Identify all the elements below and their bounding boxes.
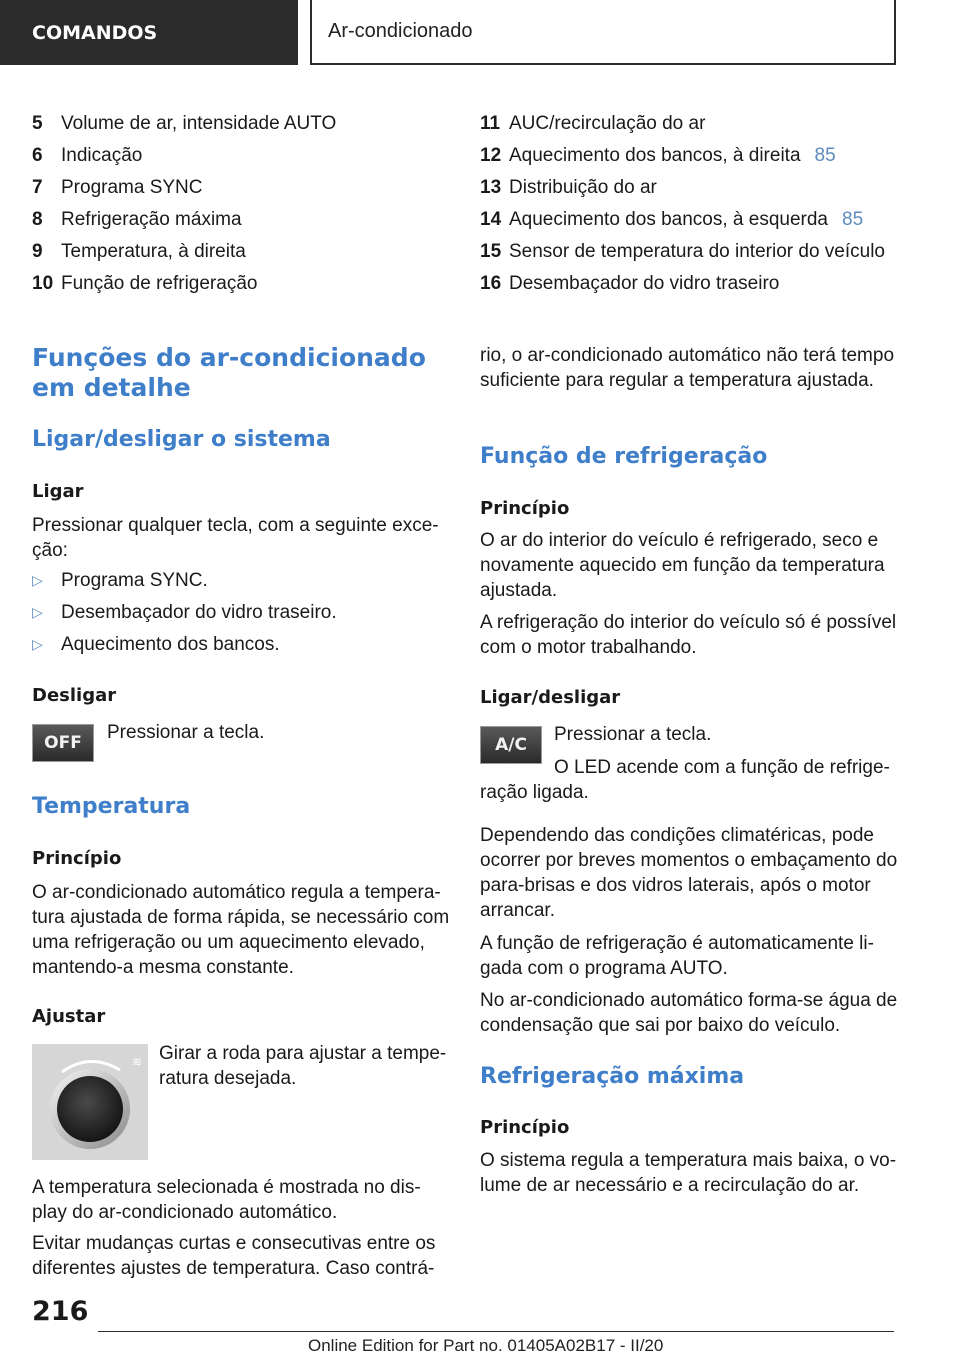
- legend-number: 11: [480, 113, 501, 134]
- page-number: 216: [32, 1296, 89, 1327]
- legend-text: Desembaçador do vidro traseiro: [509, 273, 780, 294]
- subsection-heading: Ligar/desligar o sistema: [32, 427, 331, 452]
- body-text: Pressionar qualquer tecla, com a seguinte exce-ção:: [32, 515, 439, 561]
- legend-right: [480, 108, 920, 300]
- legend-text: Refrigeração máxima: [61, 209, 242, 230]
- svg-text:≋: ≋: [132, 1055, 143, 1069]
- body-text: O ar-condicionado automático regula a tempera-tura ajustada de forma rápida, se necessário com uma refrigeração ou um aquecimento elevado, mantendo-a mesma constante.: [32, 882, 450, 978]
- legend-number: 7: [32, 177, 43, 198]
- list-item-text: Aquecimento dos bancos.: [61, 634, 280, 655]
- triangle-bullet-icon: ▷: [32, 636, 43, 652]
- legend-item: [32, 140, 472, 172]
- list-item: [32, 600, 452, 625]
- page-reference-link[interactable]: 85: [814, 145, 836, 166]
- triangle-bullet-icon: ▷: [32, 572, 43, 588]
- legend-number: 13: [480, 177, 502, 198]
- legend-text: Sensor de temperatura do interior do veículo: [509, 241, 885, 262]
- body-text: O sistema regula a temperatura mais baixa, o vo-lume de ar necessário e a recirculação do ar.: [480, 1150, 897, 1196]
- bullet-list: [32, 568, 452, 657]
- body-text: rio, o ar-condicionado automático não terá tempo suficiente para regular a temperatura ajustada.: [480, 345, 895, 391]
- legend-item: [480, 236, 920, 268]
- legend-item: [480, 108, 920, 140]
- section-tab: [0, 0, 298, 65]
- footer-divider: [98, 1331, 894, 1332]
- legend-text: Volume de ar, intensidade AUTO: [61, 113, 337, 134]
- legend-item: [32, 108, 472, 140]
- subsection-heading: Função de refrigeração: [480, 444, 768, 469]
- legend-number: 5: [32, 113, 43, 134]
- legend-number: 12: [480, 145, 502, 166]
- legend-text: Aquecimento dos bancos, à esquerda: [509, 209, 828, 230]
- paragraph-heading: Ajustar: [32, 1006, 106, 1027]
- legend-text: Indicação: [61, 145, 143, 166]
- section-heading: Funções do ar-condicionado em detalhe: [32, 343, 426, 402]
- list-item: [32, 568, 452, 593]
- off-button-image: [32, 724, 94, 762]
- subsection-heading: Temperatura: [32, 794, 191, 819]
- body-text: Evitar mudanças curtas e consecutivas entre os diferentes ajustes de temperatura. Caso contrá-: [32, 1233, 436, 1279]
- list-item-text: Desembaçador do vidro traseiro.: [61, 602, 337, 623]
- ac-button-label: A/C: [495, 735, 527, 755]
- temperature-knob-image: [32, 1044, 148, 1160]
- body-text: Pressionar a tecla.: [107, 722, 265, 743]
- section-title: COMANDOS: [32, 21, 158, 44]
- list-item-text: Programa SYNC.: [61, 570, 208, 591]
- body-text: A função de refrigeração é automaticamente li-gada com o programa AUTO.: [480, 933, 874, 979]
- paragraph-heading: Princípio: [32, 848, 122, 869]
- legend-number: 14: [480, 209, 502, 230]
- legend-number: 16: [480, 273, 502, 294]
- legend-text: AUC/recirculação do ar: [509, 113, 706, 134]
- list-item: [32, 632, 452, 657]
- legend-left: [32, 108, 472, 300]
- body-text: No ar-condicionado automático forma-se água de condensação que sai por baixo do veículo.: [480, 990, 898, 1036]
- legend-number: 6: [32, 145, 43, 166]
- body-text: A temperatura selecionada é mostrada no dis-play do ar-condicionado automático.: [32, 1177, 421, 1223]
- body-text: O LED acende com a função de refrige-ração ligada.: [480, 757, 890, 803]
- page-reference-link[interactable]: 85: [842, 209, 864, 230]
- chapter-title: Ar-condicionado: [328, 20, 473, 42]
- legend-text: Programa SYNC: [61, 177, 203, 198]
- triangle-bullet-icon: ▷: [32, 604, 43, 620]
- rotary-knob-icon: [32, 1044, 148, 1160]
- subsection-heading: Refrigeração máxima: [480, 1064, 745, 1089]
- legend-item: [32, 204, 472, 236]
- legend-item: [32, 236, 472, 268]
- paragraph-heading: Princípio: [480, 498, 570, 519]
- paragraph-heading: Princípio: [480, 1117, 570, 1138]
- chapter-tab: [310, 0, 896, 65]
- legend-text: Distribuição do ar: [509, 177, 657, 198]
- legend-number: 9: [32, 241, 43, 262]
- legend-item: [480, 204, 920, 236]
- legend-item: [32, 268, 472, 300]
- legend-item: [480, 268, 920, 300]
- body-text: Pressionar a tecla.: [554, 724, 712, 745]
- legend-item: [480, 172, 920, 204]
- legend-number: 8: [32, 209, 43, 230]
- paragraph-heading: Desligar: [32, 685, 117, 706]
- body-text: Dependendo das condições climatéricas, pode ocorrer por breves momentos o embaçamento do para-brisas e dos vidros laterais, após o motor arrancar.: [480, 825, 898, 921]
- paragraph-heading: Ligar: [32, 481, 84, 502]
- paragraph-heading: Ligar/desligar: [480, 687, 621, 708]
- legend-item: [480, 140, 920, 172]
- edition-footer: Online Edition for Part no. 01405A02B17 - II/20: [308, 1336, 664, 1355]
- legend-item: [32, 172, 472, 204]
- legend-text: Aquecimento dos bancos, à direita: [509, 145, 801, 166]
- legend-number: 10: [32, 273, 54, 294]
- body-text: A refrigeração do interior do veículo só é possível com o motor trabalhando.: [480, 612, 897, 658]
- off-button-label: OFF: [44, 733, 82, 753]
- legend-text: Função de refrigeração: [61, 273, 258, 294]
- legend-number: 15: [480, 241, 502, 262]
- legend-text: Temperatura, à direita: [61, 241, 246, 262]
- body-text: O ar do interior do veículo é refrigerado, seco e novamente aquecido em função da temperatura ajustada.: [480, 530, 885, 601]
- body-text: Girar a roda para ajustar a tempe-ratura desejada.: [159, 1043, 447, 1089]
